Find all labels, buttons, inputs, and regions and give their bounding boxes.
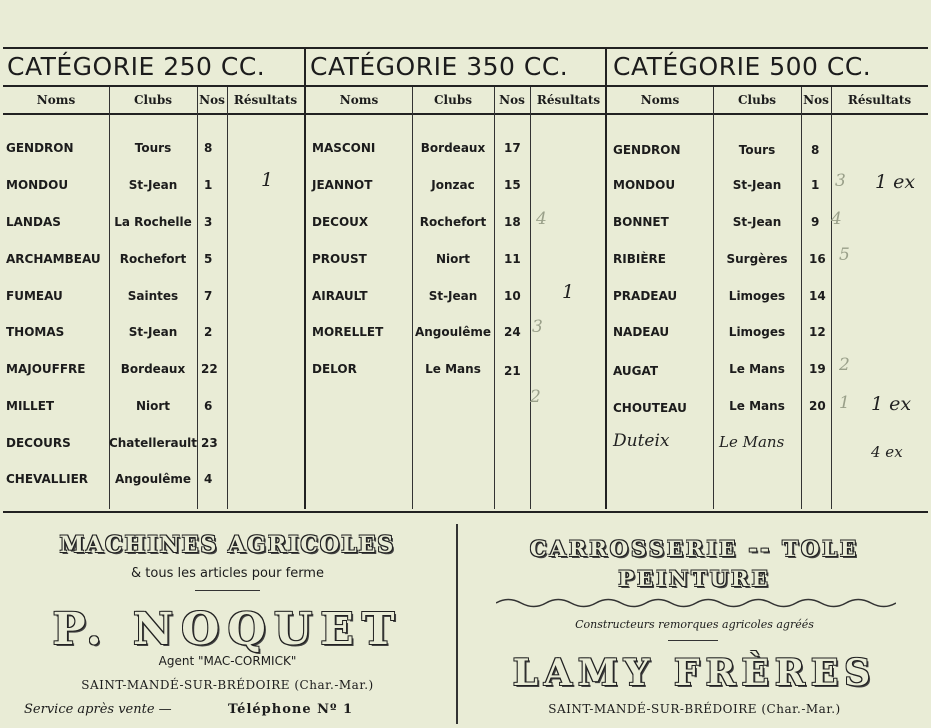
rider-club: St-Jean — [128, 325, 178, 339]
category-250cc-title: CATÉGORIE 250 CC. — [3, 49, 304, 87]
rider-club: Rochefort — [419, 215, 487, 229]
handwritten-result: 2 — [530, 387, 541, 407]
rider-club: St-Jean — [732, 215, 782, 229]
handwritten-result: 4 — [831, 209, 842, 229]
rider-name: DELOR — [312, 362, 357, 376]
category-500cc-title: CATÉGORIE 500 CC. — [607, 49, 928, 87]
column-header-noms: Noms — [306, 87, 412, 115]
category-250cc — [3, 49, 304, 509]
rider-club: St-Jean — [428, 289, 478, 303]
handwritten-result: 4 — [536, 209, 547, 229]
rider-number: 10 — [504, 289, 521, 303]
column-divider — [227, 87, 228, 509]
rider-number: 3 — [204, 215, 213, 229]
rider-number: 20 — [809, 399, 826, 413]
rider-name: MONDOU — [6, 178, 69, 192]
handwritten-result: 2 — [839, 355, 850, 375]
rider-name: MORELLET — [312, 325, 384, 339]
rider-club: St-Jean — [732, 178, 782, 192]
rider-club: Le Mans — [729, 399, 785, 413]
rider-number: 12 — [809, 325, 826, 339]
rider-name: DECOURS — [6, 436, 71, 450]
column-header-nos: Nos — [197, 87, 227, 115]
rider-number: 1 — [811, 178, 820, 192]
rider-club: Chatellerault — [108, 436, 198, 450]
rider-club: Saintes — [127, 289, 179, 303]
rider-number: 22 — [201, 362, 218, 376]
rider-club: Niort — [435, 252, 471, 266]
rider-name: THOMAS — [6, 325, 65, 339]
ad-heading-line2: PEINTURE — [618, 566, 771, 591]
handwritten-result: 3 — [532, 317, 543, 337]
column-header-resultats: Résultats — [831, 87, 928, 115]
column-header-resultats: Résultats — [530, 87, 607, 115]
rider-name: CHEVALLIER — [6, 472, 89, 486]
rider-name: ARCHAMBEAU — [6, 252, 101, 266]
rider-club: Limoges — [728, 289, 786, 303]
handwritten-result: 1 — [261, 169, 274, 191]
rider-number: 8 — [811, 143, 820, 157]
ad-heading: MACHINES AGRICOLES — [59, 532, 396, 558]
rider-number: 6 — [204, 399, 213, 413]
column-header-clubs: Clubs — [109, 87, 197, 115]
rider-name: MAJOUFFRE — [6, 362, 86, 376]
handwritten-result: 1 — [562, 281, 575, 303]
handwritten-result: 5 — [839, 245, 850, 265]
category-500cc — [605, 49, 928, 509]
rider-name: MASCONI — [312, 141, 376, 155]
rider-name: AUGAT — [613, 364, 659, 378]
rider-number: 24 — [504, 325, 521, 339]
rider-name: PRADEAU — [613, 289, 678, 303]
column-header-clubs: Clubs — [412, 87, 494, 115]
rider-club: Le Mans — [425, 362, 481, 376]
rider-club: Surgères — [726, 252, 788, 266]
ad-subheading: & tous les articles pour ferme — [131, 566, 324, 581]
rider-name: BONNET — [613, 215, 669, 229]
rider-number: 19 — [809, 362, 826, 376]
rider-name: FUMEAU — [6, 289, 63, 303]
rider-club: St-Jean — [128, 178, 178, 192]
handwritten-rider-club: Le Mans — [719, 433, 785, 451]
rider-club: Bordeaux — [420, 141, 486, 155]
rider-club: La Rochelle — [114, 215, 192, 229]
handwritten-result: 1 ex — [871, 393, 912, 415]
handwritten-result: 3 — [835, 171, 846, 191]
advertisement-lamy — [458, 520, 931, 728]
rider-club: Angoulême — [414, 325, 492, 339]
column-header-noms: Noms — [607, 87, 713, 115]
rider-number: 1 — [204, 178, 213, 192]
rider-name: PROUST — [312, 252, 367, 266]
ad-telephone: Téléphone Nº 1 — [228, 702, 354, 717]
category-350cc — [304, 49, 607, 509]
column-divider — [494, 87, 495, 509]
rider-club: Niort — [135, 399, 171, 413]
ad-place: SAINT-MANDÉ-SUR-BRÉDOIRE (Char.-Mar.) — [548, 702, 841, 716]
rider-number: 9 — [811, 215, 820, 229]
ad-company-name: P. NOQUET — [52, 604, 403, 655]
results-table — [3, 47, 928, 513]
rider-name: RIBIÈRE — [613, 252, 666, 266]
rider-number: 14 — [809, 289, 826, 303]
rider-club: Le Mans — [729, 362, 785, 376]
column-divider — [530, 87, 531, 509]
column-divider — [801, 87, 802, 509]
rider-number: 11 — [504, 252, 521, 266]
rider-name: NADEAU — [613, 325, 670, 339]
rider-club: Angoulême — [114, 472, 192, 486]
rider-name: JEANNOT — [312, 178, 373, 192]
category-350cc-title: CATÉGORIE 350 CC. — [306, 49, 607, 87]
rider-club: Bordeaux — [120, 362, 186, 376]
ad-place: SAINT-MANDÉ-SUR-BRÉDOIRE (Char.-Mar.) — [81, 678, 374, 692]
rider-club: Rochefort — [119, 252, 187, 266]
rider-number: 8 — [204, 141, 213, 155]
ad-agent: Agent "MAC-CORMICK" — [158, 654, 297, 668]
column-header-noms: Noms — [3, 87, 109, 115]
rider-number: 18 — [504, 215, 521, 229]
rider-name: MILLET — [6, 399, 55, 413]
rider-number: 17 — [504, 141, 521, 155]
handwritten-result: 4 ex — [871, 443, 903, 461]
ad-heading: CARROSSERIE -- TOLE — [529, 536, 860, 561]
rider-number: 2 — [204, 325, 213, 339]
column-header-nos: Nos — [494, 87, 530, 115]
rider-number: 5 — [204, 252, 213, 266]
rider-name: CHOUTEAU — [613, 401, 687, 415]
handwritten-result: 1 ex — [875, 171, 916, 193]
rider-number: 15 — [504, 178, 521, 192]
handwritten-result: 1 — [839, 393, 850, 413]
column-divider — [831, 87, 832, 509]
rider-name: GENDRON — [6, 141, 74, 155]
advertisement-noquet — [0, 520, 455, 728]
ad-company-name: LAMY FRÈRES — [512, 652, 877, 694]
rider-club: Jonzac — [431, 178, 475, 192]
ornament-rule — [195, 590, 260, 591]
column-header-resultats: Résultats — [227, 87, 304, 115]
rider-club: Limoges — [728, 325, 786, 339]
rider-number: 7 — [204, 289, 213, 303]
rider-club: Tours — [134, 141, 172, 155]
rider-name: GENDRON — [613, 143, 681, 157]
rider-number: 21 — [504, 364, 521, 378]
wavy-rule — [496, 596, 896, 610]
handwritten-rider-name: Duteix — [613, 431, 670, 451]
rider-name: MONDOU — [613, 178, 676, 192]
rider-number: 23 — [201, 436, 218, 450]
rider-club: Tours — [738, 143, 776, 157]
column-header-clubs: Clubs — [713, 87, 801, 115]
rider-name: LANDAS — [6, 215, 61, 229]
ad-service: Service après vente — — [24, 702, 172, 717]
ad-subheading: Constructeurs remorques agricoles agréés — [575, 618, 814, 631]
column-header-nos: Nos — [801, 87, 831, 115]
rider-name: DECOUX — [312, 215, 369, 229]
rider-number: 16 — [809, 252, 826, 266]
rider-number: 4 — [204, 472, 213, 486]
rider-name: AIRAULT — [312, 289, 368, 303]
ornament-rule — [668, 640, 718, 641]
